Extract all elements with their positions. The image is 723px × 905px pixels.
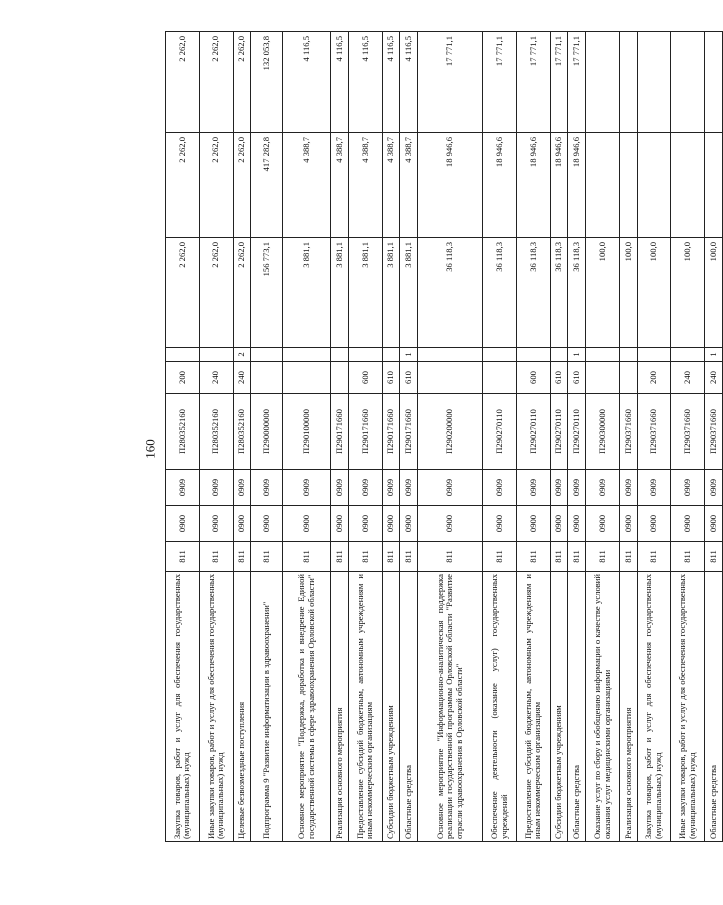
- subsection-code-cell: 0909: [282, 470, 330, 506]
- row-name-cell: Областные средства: [705, 572, 723, 842]
- table-row: [568, 32, 586, 842]
- table-row: [166, 32, 200, 842]
- amount-year-2-cell: 4 388,7: [400, 133, 418, 238]
- section-code-cell: 0900: [349, 506, 383, 542]
- row-name-cell: Областные средства: [400, 572, 418, 842]
- row-name-cell: Целевые безвозмездные поступления: [233, 572, 251, 842]
- subsection-code-cell: 0909: [483, 470, 517, 506]
- amount-year-2-cell: 4 388,7: [349, 133, 383, 238]
- row-name-cell: Предоставление субсидий бюджетным, автономным учреждениям и иным некоммерческим организациям: [349, 572, 383, 842]
- amount-year-2-cell: 2 262,0: [233, 133, 251, 238]
- amount-year-1-cell: 156 773,1: [251, 238, 283, 348]
- section-code-cell: 0900: [550, 506, 568, 542]
- section-code-cell: 0900: [251, 506, 283, 542]
- section-code-cell: 0900: [166, 506, 200, 542]
- section-code-cell: 0900: [517, 506, 551, 542]
- section-code-cell: 0900: [705, 506, 723, 542]
- section-code-cell: 0900: [637, 506, 671, 542]
- table-row: [331, 32, 349, 842]
- amount-year-3-cell: 4 116,5: [331, 32, 349, 133]
- subsection-code-cell: 0909: [418, 470, 483, 506]
- section-code-cell: 0900: [282, 506, 330, 542]
- amount-year-2-cell: [637, 133, 671, 238]
- table-row: [251, 32, 283, 842]
- table-row: [382, 32, 400, 842]
- table-row: [637, 32, 671, 842]
- expense-type-cell: [331, 362, 349, 394]
- row-name-cell: Предоставление субсидий бюджетным, автономным учреждениям и иным некоммерческим организациям: [517, 572, 551, 842]
- target-article-cell: П290171660: [400, 394, 418, 470]
- table-row: [671, 32, 705, 842]
- section-code-cell: 0900: [233, 506, 251, 542]
- subsection-code-cell: 0909: [671, 470, 705, 506]
- funding-source-mark-cell: [586, 348, 620, 362]
- amount-year-2-cell: 4 388,7: [331, 133, 349, 238]
- table-row: [400, 32, 418, 842]
- subsection-code-cell: 0909: [331, 470, 349, 506]
- amount-year-2-cell: 18 946,6: [517, 133, 551, 238]
- expense-type-cell: 610: [400, 362, 418, 394]
- amount-year-3-cell: 4 116,5: [282, 32, 330, 133]
- target-article-cell: П290371660: [705, 394, 723, 470]
- target-article-cell: П290171660: [331, 394, 349, 470]
- amount-year-2-cell: 4 388,7: [382, 133, 400, 238]
- amount-year-3-cell: 17 771,1: [483, 32, 517, 133]
- funding-source-mark-cell: [331, 348, 349, 362]
- table-row: [418, 32, 483, 842]
- row-name-cell: Иные закупки товаров, работ и услуг для обеспечения государственных (муниципальных) нужд: [671, 572, 705, 842]
- funding-source-mark-cell: [382, 348, 400, 362]
- amount-year-1-cell: 36 118,3: [550, 238, 568, 348]
- amount-year-3-cell: [637, 32, 671, 133]
- amount-year-1-cell: 2 262,0: [233, 238, 251, 348]
- expense-type-cell: [418, 362, 483, 394]
- target-article-cell: П290171660: [349, 394, 383, 470]
- expense-type-cell: 610: [550, 362, 568, 394]
- table-row: [619, 32, 637, 842]
- amount-year-1-cell: 3 881,1: [382, 238, 400, 348]
- subsection-code-cell: 0909: [619, 470, 637, 506]
- funding-source-mark-cell: [619, 348, 637, 362]
- funding-source-mark-cell: [671, 348, 705, 362]
- amount-year-1-cell: 2 262,0: [199, 238, 233, 348]
- funding-source-mark-cell: [199, 348, 233, 362]
- target-article-cell: П290270110: [568, 394, 586, 470]
- amount-year-1-cell: 3 881,1: [331, 238, 349, 348]
- row-name-cell: Реализация основного мероприятия: [619, 572, 637, 842]
- amount-year-1-cell: 100,0: [705, 238, 723, 348]
- funding-source-mark-cell: [282, 348, 330, 362]
- subsection-code-cell: 0909: [400, 470, 418, 506]
- amount-year-3-cell: 2 262,0: [199, 32, 233, 133]
- table-row: [517, 32, 551, 842]
- amount-year-3-cell: 2 262,0: [166, 32, 200, 133]
- expense-type-cell: [251, 362, 283, 394]
- section-code-cell: 0900: [619, 506, 637, 542]
- target-article-cell: П290300000: [586, 394, 620, 470]
- grbs-code-cell: 811: [233, 542, 251, 572]
- section-code-cell: 0900: [586, 506, 620, 542]
- row-name-cell: Закупка товаров, работ и услуг для обеспечения государственных (муниципальных) нужд: [637, 572, 671, 842]
- amount-year-2-cell: 18 946,6: [483, 133, 517, 238]
- section-code-cell: 0900: [568, 506, 586, 542]
- budget-table-sheet: [165, 32, 723, 842]
- amount-year-3-cell: [705, 32, 723, 133]
- amount-year-3-cell: 17 771,1: [550, 32, 568, 133]
- subsection-code-cell: 0909: [568, 470, 586, 506]
- amount-year-2-cell: 18 946,6: [418, 133, 483, 238]
- amount-year-2-cell: [586, 133, 620, 238]
- amount-year-1-cell: 100,0: [619, 238, 637, 348]
- amount-year-3-cell: 17 771,1: [418, 32, 483, 133]
- funding-source-mark-cell: [637, 348, 671, 362]
- subsection-code-cell: 0909: [199, 470, 233, 506]
- subsection-code-cell: 0909: [382, 470, 400, 506]
- expense-type-cell: 600: [517, 362, 551, 394]
- section-code-cell: 0900: [483, 506, 517, 542]
- funding-source-mark-cell: 1: [705, 348, 723, 362]
- row-name-cell: Оказание услуг по сбору и обобщению информации о качестве условий оказания услуг медицинскими организациями: [586, 572, 620, 842]
- expense-type-cell: [586, 362, 620, 394]
- grbs-code-cell: 811: [382, 542, 400, 572]
- amount-year-1-cell: 36 118,3: [568, 238, 586, 348]
- amount-year-3-cell: 132 053,8: [251, 32, 283, 133]
- subsection-code-cell: 0909: [586, 470, 620, 506]
- amount-year-1-cell: 3 881,1: [282, 238, 330, 348]
- amount-year-3-cell: 4 116,5: [400, 32, 418, 133]
- amount-year-1-cell: 3 881,1: [349, 238, 383, 348]
- table-row: [586, 32, 620, 842]
- table-row: [349, 32, 383, 842]
- target-article-cell: П290270110: [483, 394, 517, 470]
- amount-year-1-cell: 100,0: [586, 238, 620, 348]
- funding-source-mark-cell: [550, 348, 568, 362]
- section-code-cell: 0900: [671, 506, 705, 542]
- subsection-code-cell: 0909: [166, 470, 200, 506]
- table-body: [166, 32, 723, 842]
- amount-year-1-cell: 100,0: [637, 238, 671, 348]
- amount-year-3-cell: 2 262,0: [233, 32, 251, 133]
- expense-type-cell: 610: [568, 362, 586, 394]
- grbs-code-cell: 811: [400, 542, 418, 572]
- funding-source-mark-cell: 1: [568, 348, 586, 362]
- amount-year-2-cell: 2 262,0: [166, 133, 200, 238]
- expense-type-cell: 240: [199, 362, 233, 394]
- grbs-code-cell: 811: [671, 542, 705, 572]
- budget-table: [165, 31, 723, 842]
- amount-year-3-cell: [671, 32, 705, 133]
- section-code-cell: 0900: [400, 506, 418, 542]
- grbs-code-cell: 811: [586, 542, 620, 572]
- amount-year-2-cell: 18 946,6: [568, 133, 586, 238]
- target-article-cell: П280352160: [233, 394, 251, 470]
- grbs-code-cell: 811: [619, 542, 637, 572]
- amount-year-1-cell: 2 262,0: [166, 238, 200, 348]
- grbs-code-cell: 811: [251, 542, 283, 572]
- grbs-code-cell: 811: [166, 542, 200, 572]
- target-article-cell: П280352160: [166, 394, 200, 470]
- expense-type-cell: 200: [637, 362, 671, 394]
- target-article-cell: П290100000: [282, 394, 330, 470]
- amount-year-3-cell: 17 771,1: [568, 32, 586, 133]
- subsection-code-cell: 0909: [251, 470, 283, 506]
- expense-type-cell: 600: [349, 362, 383, 394]
- expense-type-cell: [483, 362, 517, 394]
- expense-type-cell: 610: [382, 362, 400, 394]
- funding-source-mark-cell: [483, 348, 517, 362]
- funding-source-mark-cell: [349, 348, 383, 362]
- grbs-code-cell: 811: [282, 542, 330, 572]
- row-name-cell: Основное мероприятие "Поддержка, доработка и внедрение Единой государственной системы в сфере здравоохранения Орловской области": [282, 572, 330, 842]
- expense-type-cell: [282, 362, 330, 394]
- target-article-cell: П290270110: [517, 394, 551, 470]
- target-article-cell: П290171660: [382, 394, 400, 470]
- amount-year-3-cell: 4 116,5: [349, 32, 383, 133]
- amount-year-2-cell: 417 282,8: [251, 133, 283, 238]
- row-name-cell: Реализация основного мероприятия: [331, 572, 349, 842]
- table-row: [483, 32, 517, 842]
- amount-year-2-cell: 18 946,6: [550, 133, 568, 238]
- funding-source-mark-cell: [251, 348, 283, 362]
- section-code-cell: 0900: [382, 506, 400, 542]
- expense-type-cell: 200: [166, 362, 200, 394]
- target-article-cell: П290200000: [418, 394, 483, 470]
- amount-year-1-cell: 36 118,3: [517, 238, 551, 348]
- target-article-cell: П280352160: [199, 394, 233, 470]
- grbs-code-cell: 811: [349, 542, 383, 572]
- row-name-cell: Обеспечение деятельности (оказание услуг) государственных учреждений: [483, 572, 517, 842]
- amount-year-2-cell: [671, 133, 705, 238]
- funding-source-mark-cell: 1: [400, 348, 418, 362]
- row-name-cell: Закупка товаров, работ и услуг для обеспечения государственных (муниципальных) нужд: [166, 572, 200, 842]
- target-article-cell: П290371660: [637, 394, 671, 470]
- grbs-code-cell: 811: [637, 542, 671, 572]
- row-name-cell: Основное мероприятие "Информационно-аналитическая поддержка реализации государственной программы Орловской области "Развитие отрасли здравоохранения в Орловской области": [418, 572, 483, 842]
- amount-year-1-cell: 36 118,3: [483, 238, 517, 348]
- amount-year-3-cell: [619, 32, 637, 133]
- section-code-cell: 0900: [199, 506, 233, 542]
- grbs-code-cell: 811: [517, 542, 551, 572]
- table-row: [550, 32, 568, 842]
- amount-year-2-cell: 2 262,0: [199, 133, 233, 238]
- grbs-code-cell: 811: [331, 542, 349, 572]
- funding-source-mark-cell: 2: [233, 348, 251, 362]
- target-article-cell: П290270110: [550, 394, 568, 470]
- subsection-code-cell: 0909: [550, 470, 568, 506]
- amount-year-3-cell: 17 771,1: [517, 32, 551, 133]
- row-name-cell: Субсидии бюджетным учреждениям: [550, 572, 568, 842]
- funding-source-mark-cell: [166, 348, 200, 362]
- target-article-cell: П290371660: [671, 394, 705, 470]
- amount-year-1-cell: 36 118,3: [418, 238, 483, 348]
- row-name-cell: Подпрограмма 9 "Развитие информатизации в здравоохранении": [251, 572, 283, 842]
- grbs-code-cell: 811: [550, 542, 568, 572]
- grbs-code-cell: 811: [568, 542, 586, 572]
- amount-year-2-cell: 4 388,7: [282, 133, 330, 238]
- amount-year-3-cell: 4 116,5: [382, 32, 400, 133]
- section-code-cell: 0900: [331, 506, 349, 542]
- amount-year-3-cell: [586, 32, 620, 133]
- funding-source-mark-cell: [418, 348, 483, 362]
- subsection-code-cell: 0909: [705, 470, 723, 506]
- subsection-code-cell: 0909: [517, 470, 551, 506]
- amount-year-2-cell: [619, 133, 637, 238]
- expense-type-cell: 240: [233, 362, 251, 394]
- funding-source-mark-cell: [517, 348, 551, 362]
- row-name-cell: Субсидии бюджетным учреждениям: [382, 572, 400, 842]
- grbs-code-cell: 811: [199, 542, 233, 572]
- expense-type-cell: 240: [705, 362, 723, 394]
- subsection-code-cell: 0909: [233, 470, 251, 506]
- grbs-code-cell: 811: [483, 542, 517, 572]
- amount-year-1-cell: 3 881,1: [400, 238, 418, 348]
- amount-year-2-cell: [705, 133, 723, 238]
- page-number: 160: [142, 439, 158, 459]
- table-row: [705, 32, 723, 842]
- target-article-cell: П290371660: [619, 394, 637, 470]
- expense-type-cell: [619, 362, 637, 394]
- table-row: [233, 32, 251, 842]
- table-row: [282, 32, 330, 842]
- subsection-code-cell: 0909: [637, 470, 671, 506]
- amount-year-1-cell: 100,0: [671, 238, 705, 348]
- table-row: [199, 32, 233, 842]
- subsection-code-cell: 0909: [349, 470, 383, 506]
- grbs-code-cell: 811: [418, 542, 483, 572]
- row-name-cell: Иные закупки товаров, работ и услуг для обеспечения государственных (муниципальных) нужд: [199, 572, 233, 842]
- target-article-cell: П290000000: [251, 394, 283, 470]
- grbs-code-cell: 811: [705, 542, 723, 572]
- section-code-cell: 0900: [418, 506, 483, 542]
- expense-type-cell: 240: [671, 362, 705, 394]
- row-name-cell: Областные средства: [568, 572, 586, 842]
